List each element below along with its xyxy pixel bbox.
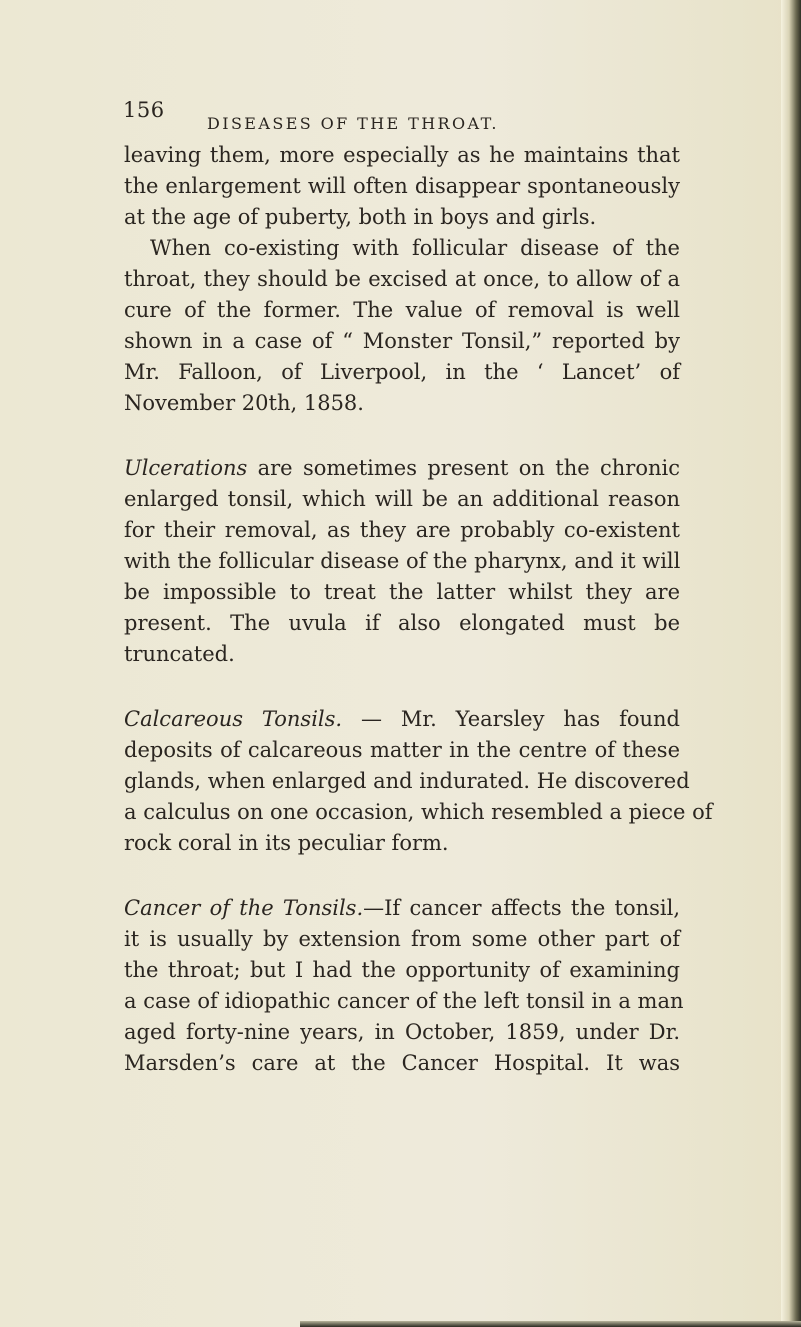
text-line: the enlargement will often disappear spontaneously	[124, 174, 680, 198]
text-line: shown in a case of “ Monster Tonsil,” reported by	[124, 329, 680, 353]
text-line: aged forty-nine years, in October, 1859, under Dr.	[124, 1020, 680, 1044]
page-number: 156	[123, 98, 165, 122]
text-line: rock coral in its peculiar form.	[124, 831, 449, 855]
section-heading: Cancer of the Tonsils.	[124, 896, 364, 920]
section-heading: Ulcerations	[124, 456, 248, 480]
text-line: throat, they should be excised at once, to allow of a	[124, 267, 680, 291]
text-line: it is usually by extension from some other part of	[124, 927, 680, 951]
text-run: — Mr. Yearsley has found	[342, 707, 680, 731]
text-line: truncated.	[124, 642, 235, 666]
section-heading: Calcareous Tonsils.	[124, 707, 343, 731]
text-line: glands, when enlarged and indurated. He discovered	[124, 769, 690, 793]
paragraph-ulcerations	[124, 453, 680, 670]
page-edge-shadow	[781, 0, 801, 1327]
text-line: present. The uvula if also elongated must be	[124, 611, 680, 635]
text-line: with the follicular disease of the pharynx, and it will	[124, 549, 681, 573]
text-line: be impossible to treat the latter whilst they are	[124, 580, 680, 604]
page-bottom-edge	[300, 1321, 801, 1327]
text-line: Mr. Falloon, of Liverpool, in the ‘ Lancet’ of	[124, 360, 680, 384]
text-line: leaving them, more especially as he maintains that	[124, 143, 680, 167]
text-run: —If cancer affects the tonsil,	[363, 896, 681, 920]
text-line: deposits of calcareous matter in the centre of these	[124, 738, 680, 762]
text-line: enlarged tonsil, which will be an additional reason	[124, 487, 680, 511]
page-header	[123, 98, 763, 138]
text-line: a case of idiopathic cancer of the left tonsil in a man	[124, 989, 684, 1013]
text-line	[124, 893, 680, 924]
text-run: are sometimes present on the chronic	[247, 456, 680, 480]
text-line: the throat; but I had the opportunity of examining	[124, 958, 680, 982]
running-head: DISEASES OF THE THROAT.	[207, 114, 499, 133]
text-line: When co-existing with follicular disease of the	[150, 236, 680, 260]
text-line: cure of the former. The value of removal is well	[124, 298, 680, 322]
paragraph-1	[124, 140, 680, 233]
paragraph-cancer-of-tonsils	[124, 893, 684, 1079]
text-line: at the age of puberty, both in boys and girls.	[124, 205, 597, 229]
text-line: November 20th, 1858.	[124, 391, 364, 415]
paragraph-calcareous-tonsils	[124, 704, 713, 859]
text-line	[124, 704, 680, 735]
paragraph-2	[124, 233, 680, 419]
text-line: for their removal, as they are probably co-existent	[124, 518, 680, 542]
text-line: a calculus on one occasion, which resembled a piece of	[124, 800, 713, 824]
body-text	[124, 140, 713, 1079]
text-line: Marsden’s care at the Cancer Hospital. It was	[124, 1051, 680, 1075]
text-line	[124, 453, 680, 484]
